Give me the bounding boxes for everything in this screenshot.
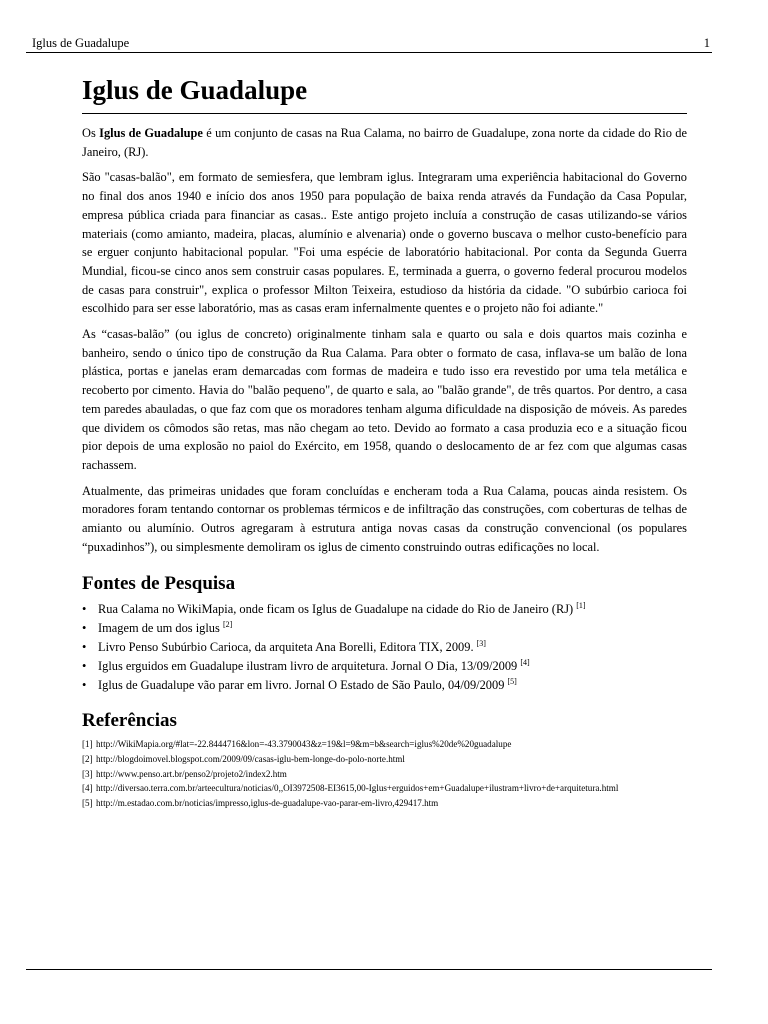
bullet: • [82,640,87,655]
running-title: Iglus de Guadalupe [32,36,130,50]
bullet: • [82,659,87,674]
reference-link[interactable]: [2] [222,620,233,630]
intro-bold-term: Iglus de Guadalupe [99,126,203,140]
intro-paragraph [82,124,687,161]
reference-number: [2] [82,754,93,765]
references-list [82,737,687,810]
bullet: • [82,602,87,617]
bullet: • [82,678,87,693]
page-title: Iglus de Guadalupe [82,70,687,114]
references-heading: Referências [82,710,177,732]
reference-item [82,737,687,752]
list-item [82,657,687,676]
list-item [82,600,687,619]
reference-link[interactable]: [4] [520,658,530,668]
page-number: 1 [703,36,710,50]
reference-number: [1] [82,739,93,750]
paragraph-construction: As “casas-balão” (ou iglus de concreto) originalmente tinham sala e quarto ou sala e dois quartos mais cozinha e banheiro, sendo o único tipo de construção da Rua Calama. Para obter o formato de casa, inflava-se um balão de lona plástica, portas e janelas eram demarcadas com formas de madeira e tudo isso era revestido por uma tela metálica e recoberto por cimento. Havia do "balão pequeno", de quarto e sala, ao "balão grande", de três quartos. Por dentro, a casa tem paredes abauladas, o que faz com que os moradores tenham alguma dificuldade na disposição de móveis. As paredes que dividem os cômodos são retas, mas não chegam ao teto. Devido ao formato a casa produzia eco e a situação ficou pior depois de uma explosão no paiol do Exército, em 1958, quando o deslocamento de ar fez com que algumas casas rachassem. [82,327,687,472]
source-text: Iglus de Guadalupe vão parar em livro. Jornal O Estado de São Paulo, 04/09/2009 [98,678,508,693]
source-text: Iglus erguidos em Guadalupe ilustram livro de arquitetura. Jornal O Dia, 13/09/2009 [98,659,521,674]
reference-url-link[interactable]: http://diversao.terra.com.br/arteecultura/noticias/0,,OI3972508-EI3615,00-Iglus+erguidos+em+Guadalupe+ilustram+livro+de+arquitetura.html [96,783,619,794]
sources-heading: Fontes de Pesquisa [82,573,236,595]
reference-item [82,752,687,767]
reference-url-link[interactable]: http://m.estadao.com.br/noticias/impresso,iglus-de-guadalupe-vao-parar-em-livro,429417.htm [96,797,439,808]
list-item [82,638,687,657]
running-header [26,34,712,53]
reference-url-link[interactable]: http://WikiMapia.org/#lat=-22.8444716&lon=-43.3790043&z=19&l=9&m=b&search=iglus%20de%20guadalupe [96,739,512,750]
article-body [82,70,687,810]
reference-number: [3] [82,768,93,779]
paragraph-current: Atualmente, das primeiras unidades que foram concluídas e encheram toda a Rua Calama, poucas ainda resistem. Os moradores foram tentando contornar os problemas térmicos e de infiltração das construções, com coberturas de telhas de amianto ou alumínio. Outros agregaram à estrutura antiga novas casas da construção convencional (os populares “puxadinhos”), ou simplesmente demoliram os iglus de cimento construindo outras edificações no local. [82,483,687,554]
source-text: Imagem de um dos iglus [98,621,223,636]
reference-item [82,781,687,796]
reference-item [82,767,687,782]
reference-url-link[interactable]: http://blogdoimovel.blogspot.com/2009/09/casas-iglu-bem-longe-do-polo-norte.html [96,754,405,765]
intro-suffix: é um conjunto de casas na Rua Calama, no bairro de Guadalupe, zona norte da cidade do Rio de Janeiro, (RJ). [82,126,687,159]
reference-link[interactable]: [5] [507,677,517,687]
paragraph-history: São "casas-balão", em formato de semiesfera, que lembram iglus. Integraram uma experiência habitacional do Governo no final dos anos 1940 e início dos anos 1950 para população de baixa renda através da Fundação da Casa Popular, empresa pública criada para financiar as casas.. Este antigo projeto incluía a construção de casas utilizando-se vários materiais (como amianto, madeira, placas, alumínio e alvenaria) onde o governo buscava o melhor custo-benefício para se erguer conjunto habitacional popular. "Foi uma espécie de laboratório habitacional. Por conta da Segunda Guerra Mundial, ficou-se cinco anos sem construir casas populares. E, terminada a guerra, o governo federal procurou modelos de casas para construir", explica o professor Milton Teixeira, estudioso da história da cidade. "O subúrbio carioca foi escolhido para ser esse laboratório, mas as casas eram infernalmente quentes e o projeto não foi adiante." [82,170,687,316]
reference-link[interactable]: [3] [476,639,486,649]
bullet: • [82,621,87,636]
reference-link[interactable]: [1] [576,601,586,611]
list-item [82,619,687,638]
intro-prefix: Os [82,126,100,140]
reference-number: [4] [82,783,93,794]
source-text: Livro Penso Subúrbio Carioca, da arquiteta Ana Borelli, Editora TIX, 2009. [98,640,477,655]
source-text: Rua Calama no WikiMapia, onde ficam os Iglus de Guadalupe na cidade do Rio de Janeiro (RJ) [98,602,577,617]
reference-url-link[interactable]: http://www.penso.art.br/penso2/projeto2/index2.htm [96,768,287,779]
reference-number: [5] [82,797,93,808]
list-item [82,676,687,695]
reference-item [82,796,687,811]
sources-list [82,600,687,695]
footer-divider [26,969,712,970]
